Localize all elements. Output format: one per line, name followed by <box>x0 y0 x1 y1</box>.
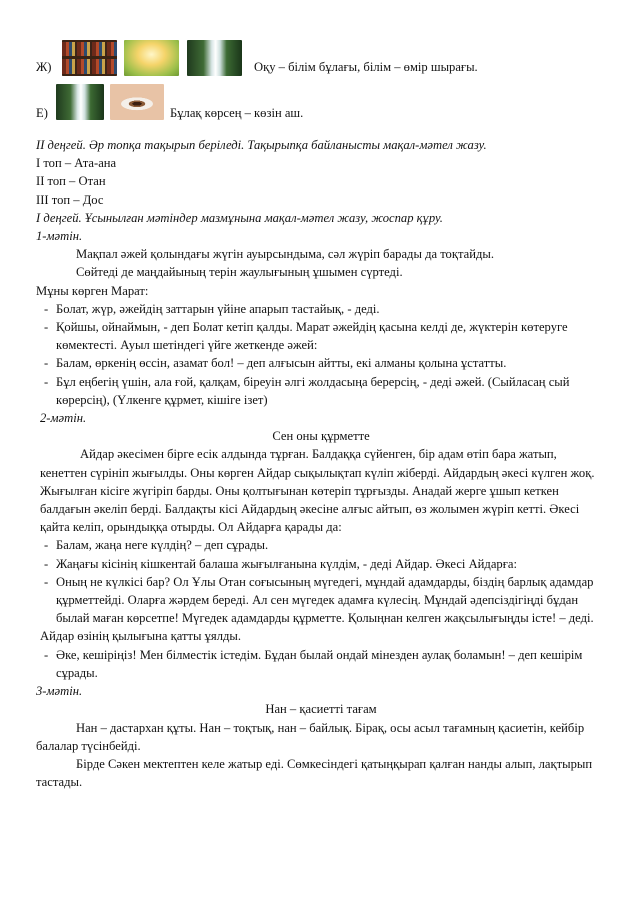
group-3: ІІІ топ – Дос <box>36 192 104 207</box>
text2-item: - Жаңағы кісінің кішкентай балаша жығылғанына күлдім, - деді Айдар. Әкесі Айдарға: <box>36 555 606 573</box>
text2-title: Сен оны құрметте <box>272 429 370 444</box>
row-e-text: Бұлақ көрсең – көзін аш. <box>170 106 304 120</box>
group-1: І топ – Ата-ана <box>36 156 117 171</box>
text1-item: - Болат, жүр, әжейдің заттарын үйіне апарып тастайық, - деді. <box>36 300 606 318</box>
text2-p2: Айдар өзінің қылығына қатты ұялды. <box>40 629 241 644</box>
text2-item: - Балам, жаңа неге күлдің? – деп сұрады. <box>36 536 606 554</box>
text1-item: - Қойшы, ойнаймын, - деп Болат кетіп қалды. Марат әжейдің қасына келді де, жүктерін көтеруге көмектесті. Ауыл шетіндегі үйге жеткенде әжей: <box>36 318 606 354</box>
waterfall-image <box>187 40 242 76</box>
row-e-label: Е) <box>36 106 48 120</box>
text1-label: 1-мәтін. <box>36 229 83 244</box>
text1-p1: Мақпал әжей қолындағы жүгін ауырсындыма, сәл жүріп барады да тоқтайды. <box>76 247 494 262</box>
row-zh-text: Оқу – білім бұлағы, білім – өмір шырағы. <box>254 60 478 74</box>
eye-image <box>110 84 164 120</box>
level2-heading: ІІ деңгей. Әр топқа тақырып беріледі. Тақырыпқа байланысты мақал-мәтел жазу. <box>36 138 487 152</box>
text3-label: 3-мәтін. <box>36 684 83 699</box>
bookshelf-image <box>62 40 117 76</box>
text2-item: - Оның не күлкісі бар? Ол Ұлы Отан соғысының мүгедегі, мұндай адамдарды, біздің барлық адамдар құрметтейді. Оларға жәрдем береді. Ал сен мүгедек адамға күлесің. Мұндай әдепсіздігіңді бұдан былай маған көрсетпе! Мүгедек адамдарды құрметте. Қолыңнан келген жақсылығыңды істе! – деді. <box>36 573 606 628</box>
text3-p1: Нан – дастархан құты. Нан – тоқтық, нан – байлық. Бірақ, осы асыл тағамның қасиетін, кейбір балалар түсінбейді. <box>36 720 585 753</box>
open-book-image <box>124 40 179 76</box>
text1-item: - Бұл еңбегің үшін, ала ғой, қалқам, біреуін әлгі жолдасыңа берерсің, - деді әжей. (Сыйласаң сый көрерсің), (Үлкенге құрмет, кішіге ізет) <box>36 373 606 409</box>
text2-label: 2-мәтін. <box>40 411 87 426</box>
row-zh-label: Ж) <box>36 60 52 74</box>
text2-item2: - Әке, кешіріңіз! Мен білместік істедім. Бұдан былай ондай мінезден аулақ боламын! – деп кешірім сұрады. <box>36 646 606 682</box>
text1-item: - Балам, өркенің өссін, азамат бол! – деп алғысын айтты, екі алманы қолына ұстатты. <box>36 354 606 372</box>
main-text <box>36 136 606 791</box>
group-2: ІІ топ – Отан <box>36 174 106 189</box>
level1-heading: І деңгей. Ұсынылған мәтіндер мазмұнына мақал-мәтел жазу, жоспар құру. <box>36 210 443 225</box>
text3-title: Нан – қасиетті тағам <box>265 702 377 717</box>
text3-p2: Бірде Сәкен мектептен келе жатыр еді. Сөмкесіндегі қатыңқырап қалған нанды алып, лақтырып тастады. <box>36 756 593 790</box>
text1-p3: Мұны көрген Марат: <box>36 283 149 298</box>
text2-p1: Айдар әкесімен бірге есік алдында тұрған. Балдаққа сүйенген, бір адам өтіп бара жатып, кенеттен сүрініп жығылды. Оны көрген Айдар сықылықтап күліп жіберді. Айдардың әкесі күлген жоқ. Жығылған кісіге жүгіріп барды. Оны қолтығынан көтеріп тұрғызды. Анадай жерге ұшып кеткен балдағын әкеліп берді. Балдақты кісі Айдардың әкесіне алғыс айтып, өз жолымен жүріп кетті. Әкесі қайта келіп, орындыққа отырды. Ол Айдарға қарады да: <box>40 447 595 535</box>
waterfall-image-2 <box>56 84 104 120</box>
text1-p2: Сөйтеді де маңдайының терін жаулығының ұшымен сүртеді. <box>76 265 403 280</box>
